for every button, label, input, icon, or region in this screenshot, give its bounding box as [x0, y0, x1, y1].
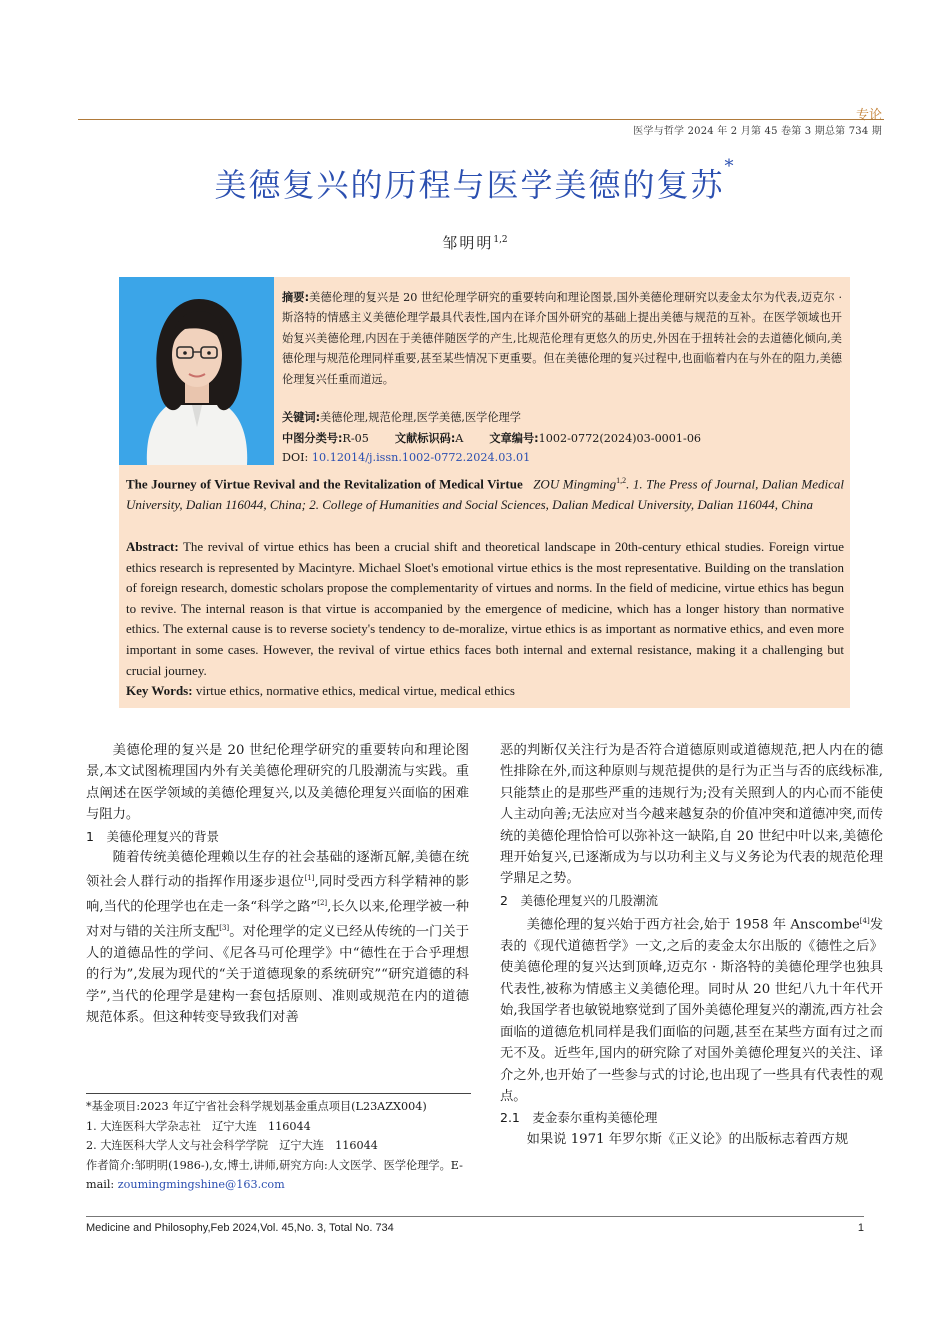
article-number-value: 1002-0772(2024)03-0001-06	[538, 432, 702, 445]
english-title-block	[126, 471, 844, 516]
doc-code-value: A	[455, 432, 464, 445]
intro-paragraph: 美德伦理的复兴是 20 世纪伦理学研究的重要转向和理论图景,本文试图梳理国内外有关美德伦理研究的几股潮流与实践。重点阐述在医学领域的美德伦理复兴,以及美德伦理复兴面临的困难与阻力。	[86, 743, 469, 823]
doi-line	[282, 451, 530, 464]
author-affiliation-mark: 1,2	[493, 235, 508, 245]
author-photo	[119, 277, 274, 465]
chinese-abstract-label: 摘要:	[282, 291, 310, 304]
chinese-keywords	[282, 409, 521, 425]
section-tag: 专论	[855, 108, 882, 123]
chinese-abstract	[282, 288, 842, 390]
citation-4[interactable]: [4]	[859, 917, 870, 926]
footnote-rule	[86, 1093, 471, 1094]
english-title: The Journey of Virtue Revival and the Revitalization of Medical Virtue	[126, 476, 523, 492]
author-bio-text: 作者简介:邹明明(1986-),女,博士,讲师,研究方向:人文医学、医学伦理学。E-mail:	[86, 1158, 463, 1191]
macintyre-paragraph: 如果说 1971 年罗尔斯《正义论》的出版标志着西方规	[526, 1131, 849, 1147]
author-email-link[interactable]: zoumingmingshine@163.com	[117, 1178, 285, 1191]
clc-value: R-05	[342, 432, 369, 445]
article-title-text: 美德复兴的历程与医学美德的复苏	[214, 166, 725, 204]
author-bio-footnote	[86, 1156, 471, 1195]
footer-rule	[86, 1216, 864, 1217]
article-number-label: 文章编号:	[489, 432, 539, 445]
body-left-column	[86, 740, 469, 1029]
section-heading-2: 2 美德伦理复兴的几股潮流	[500, 892, 658, 908]
clc-label: 中图分类号:	[282, 432, 343, 445]
header-rule	[78, 119, 884, 120]
chinese-keywords-text: 美德伦理,规范伦理,医学美德,医学伦理学	[320, 411, 521, 424]
subsection-heading-2-1: 2.1 麦金泰尔重构美德伦理	[500, 1110, 658, 1126]
english-keywords-label: Key Words:	[126, 683, 193, 698]
affiliation-footnote-2: 2. 大连医科大学人文与社会科学学院 辽宁大连 116044	[86, 1139, 378, 1152]
footnotes	[86, 1097, 471, 1195]
citation-2[interactable]: [2]	[317, 899, 328, 908]
doc-code-label: 文献标识码:	[394, 432, 456, 445]
classification-line	[282, 430, 701, 446]
background-text-c: ,长久以来,伦理学被一种对对与错的关注所支配	[86, 899, 470, 940]
fund-footnote	[86, 1097, 471, 1117]
chinese-keywords-label: 关键词:	[282, 411, 321, 424]
trends-text-b: 发表的《现代道德哲学》一文,之后的麦金太尔出版的《德性之后》使美德伦理的复兴达到顶峰,迈克尔 · 斯洛特的美德伦理学也独具代表性,被称为情感主义美德伦理。同时从 20 世纪八九十年代开始,我国学者也敏锐地察觉到了国外美德伦理复兴的潮流,西方社会面临的道德危机同样是我们面临的问题,甚至在某些方面有过之而无不及。近些年,国内的研究除了对国外美德伦理复兴的关注、译介之外,也开始了一些参与式的讨论,也出现了一些具有代表性的观点。	[500, 917, 883, 1104]
doi-label: DOI:	[282, 451, 309, 464]
journal-footer: Medicine and Philosophy,Feb 2024,Vol. 45,No. 3, Total No. 734	[86, 1222, 394, 1234]
body-right-column	[500, 740, 883, 1150]
trends-text-a: 美德伦理的复兴始于西方社会,始于 1958 年 Anscombe	[526, 917, 860, 933]
issue-info: 医学与哲学 2024 年 2 月第 45 卷第 3 期总第 734 期	[633, 126, 882, 137]
article-title	[0, 156, 950, 206]
background-text-a: 随着传统美德伦理赖以生存的社会基础的逐渐瓦解,美德在统领社会人群行动的指挥作用逐步退位	[86, 850, 469, 890]
english-author: ZOU Mingming	[533, 476, 617, 492]
english-keywords	[126, 683, 844, 699]
english-keywords-text: virtue ethics, normative ethics, medical virtue, medical ethics	[192, 683, 515, 698]
background-paragraph	[86, 847, 469, 1029]
citation-1[interactable]: [1]	[304, 874, 315, 883]
fund-text: 2023 年辽宁省社会科学规划基金重点项目(L23AZX004)	[140, 1100, 427, 1113]
fund-label: *基金项目:	[86, 1100, 141, 1113]
doi-link[interactable]: 10.12014/j.issn.1002-0772.2024.03.01	[311, 451, 531, 464]
english-abstract	[126, 537, 844, 681]
english-abstract-text: The revival of virtue ethics has been a crucial shift and theoretical landscape in 20th-century ethical studies. Foreign virtue ethics research is represented by Macintyre. Michael Sloet's emotional virtue ethics is the most representative. Building on the translation of foreign research, domestic scholars propose the complementarity of virtues and norms. In the field of medicine, virtue ethics has begun to revive. The internal reason is that virtue is accompanied by the emergence of medicine, which has a longer history than normative ethics. The external cause is to reverse society's tendency to de-moralize, virtue ethics is as important as normative ethics, and even more important in some cases. However, the revival of virtue ethics faces both internal and external resistance, making it a challenging but crucial journey.	[126, 539, 844, 678]
affiliation-footnote-1: 1. 大连医科大学杂志社 辽宁大连 116044	[86, 1119, 311, 1133]
author-line	[0, 232, 950, 253]
author-portrait-image	[119, 277, 274, 465]
english-affiliations: . 1. The Press of Journal, Dalian Medical University, Dalian 116044, China; 2. College of Humanities and Social Sciences, Dalian Medical University, Dalian 116044, China	[126, 476, 845, 512]
english-author-affiliation-mark: 1,2	[616, 476, 627, 485]
title-footnote-mark: *	[724, 156, 736, 177]
section-heading-1: 1 美德伦理复兴的背景	[86, 828, 219, 844]
trends-paragraph	[500, 911, 883, 1107]
english-abstract-label: Abstract:	[126, 539, 179, 554]
chinese-abstract-text: 美德伦理的复兴是 20 世纪伦理学研究的重要转向和理论图景,国外美德伦理研究以麦金太尔为代表,迈克尔 · 斯洛特的情感主义美德伦理学最具代表性,国内在译介国外研究的基础上提出美德与规范的互补。在医学领域也开始复兴美德伦理,内因在于美德伴随医学的产生,比规范伦理有更悠久的历史,外因在于扭转社会的去道德化倾向,美德伦理与规范伦理同样重要,甚至某些情况下更重要。但在美德伦理的复兴过程中,也面临着内在与外在的阻力,美德伦理复兴任重而道远。	[282, 291, 842, 386]
background-text-d: 。对伦理学的定义已经从传统的一门关于人的道德品性的学问、《尼各马可伦理学》中“德性在于合乎理想的行为”,发展为现代的“关于道德现象的系统研究”“研究道德的科学”,当代的伦理学是建构一套包括原则、准则或规范在内的道德规范体系。但这种转变导致我们对善	[86, 924, 470, 1026]
page-number: 1	[857, 1222, 864, 1234]
background-text-b: ,同时受西方科学精神的影响,当代的伦理学也在走一条“科学之路”	[86, 874, 469, 915]
author-name: 邹明明	[442, 234, 494, 252]
citation-3[interactable]: [3]	[219, 924, 230, 933]
continued-paragraph: 恶的判断仅关注行为是否符合道德原则或道德规范,把人内在的德性排除在外,而这种原则与规范提供的是行为正当与否的底线标准,只能禁止的是那些严重的违规行为;没有关照到人的内心而不能使人主动向善;无法应对当今越来越复杂的价值冲突和道德冲突,而传统的美德伦理恰恰可以弥补这一缺陷,自 20 世纪中叶以来,美德伦理开始复兴,已逐渐成为与以功利主义与义务论为代表的规范伦理学鼎足之势。	[500, 743, 883, 887]
